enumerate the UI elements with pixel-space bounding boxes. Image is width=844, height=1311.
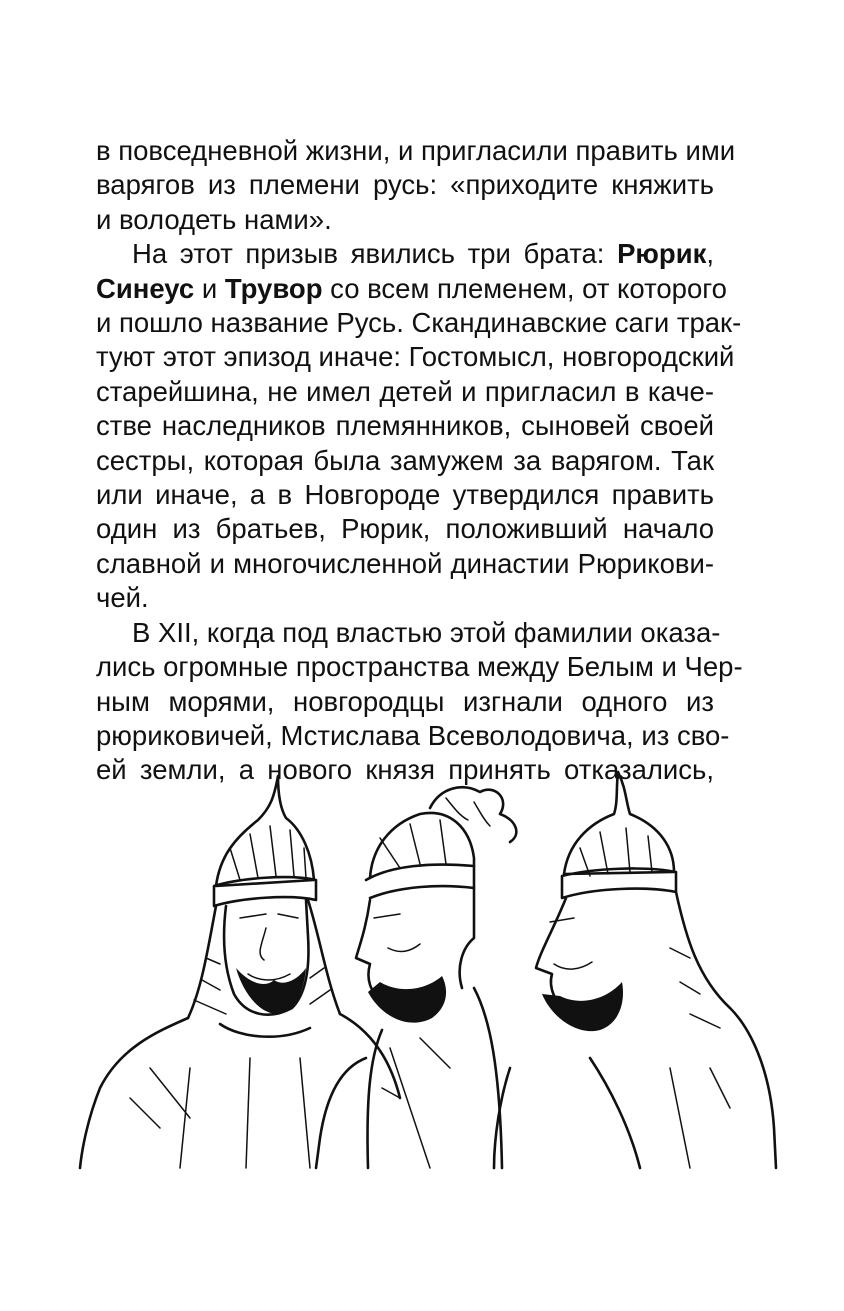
text-line: или иначе, а в Новгороде утвердился править <box>96 479 714 511</box>
middle-warrior-figure <box>316 787 516 1168</box>
three-warriors-illustration <box>70 768 780 1178</box>
text-line: стве наследников племянников, сыновей своей <box>96 410 714 442</box>
text-line: варягов из племени русь: «приходите княжить <box>96 169 714 201</box>
text-line: старейшина, не имел детей и пригласил в каче- <box>96 375 714 407</box>
text-line: лись огромные пространства между Белым и Чер- <box>96 651 743 683</box>
text-line: рюриковичей, Мстислава Всеволодовича, из сво- <box>96 719 730 751</box>
page-text <box>96 134 743 788</box>
text-run: На этот призыв явились три брата: <box>132 238 605 270</box>
right-warrior-figure <box>494 772 776 1168</box>
text-line <box>96 272 727 306</box>
text-run: и <box>201 272 218 304</box>
text-line: и володеть нами». <box>96 203 332 235</box>
text-line: туют этот эпизод иначе: Гостомысл, новгородский <box>96 341 735 373</box>
text-line: славной и многочисленной династии Рюрикови- <box>96 547 714 579</box>
text-line: ей земли, а нового князя принять отказались, <box>96 754 714 786</box>
text-line: и пошло название Русь. Скандинавские саги трак- <box>96 307 742 339</box>
text-line: В XII, когда под властью этой фамилии оказа- <box>132 616 721 648</box>
name-rurik: Рюрик <box>617 238 707 270</box>
text-line: ным морями, новгородцы изгнали одного из <box>96 685 714 717</box>
name-sineus: Синеус <box>96 272 195 304</box>
text-line: в повседневной жизни, и пригласили править ими <box>96 135 736 166</box>
text-line: чей. <box>96 582 149 614</box>
text-line <box>96 237 714 271</box>
text-line: сестры, которая была замужем за варягом. Так <box>96 444 714 476</box>
name-truvor: Трувор <box>224 272 323 304</box>
text-line: один из братьев, Рюрик, положивший начало <box>96 513 714 545</box>
left-warrior-figure <box>80 776 400 1168</box>
comma: , <box>706 238 714 270</box>
text-run: со всем племенем, от которого <box>330 272 727 304</box>
